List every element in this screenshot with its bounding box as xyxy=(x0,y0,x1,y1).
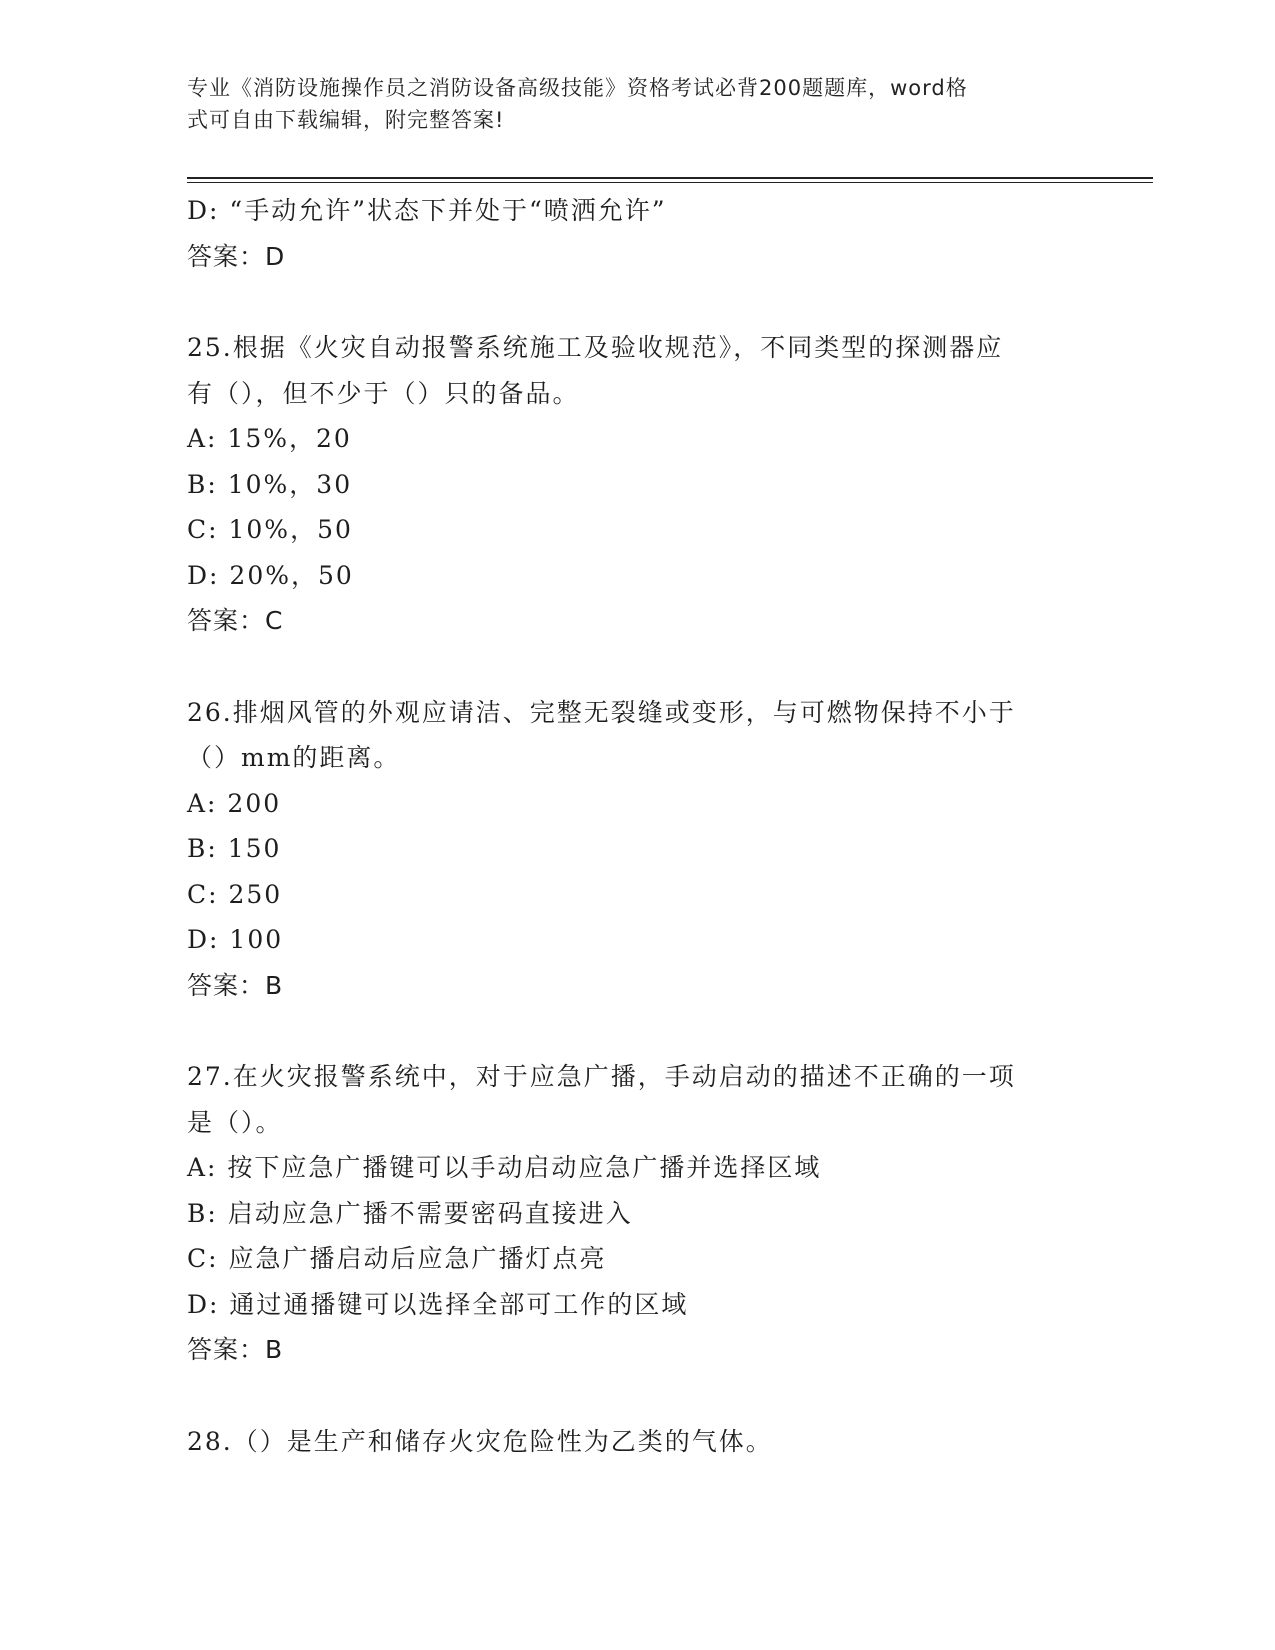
question-stem-line-1: 27.在火灾报警系统中，对于应急广播，手动启动的描述不正确的一项 xyxy=(187,1062,1016,1091)
option-d: D: 100 xyxy=(187,925,284,954)
question-stem-line-1: 28.（）是生产和储存火灾危险性为乙类的气体。 xyxy=(187,1426,773,1456)
spacer xyxy=(187,1008,1087,1054)
option-a: A: 15%，20 xyxy=(187,424,352,453)
header-line-2: 式可自由下载编辑，附完整答案! xyxy=(187,108,505,132)
option-b: B: 10%，30 xyxy=(187,469,353,499)
question-28 xyxy=(187,1419,1087,1465)
document-body xyxy=(187,188,1087,1464)
question-26 xyxy=(187,690,1087,1009)
question-27 xyxy=(187,1054,1087,1373)
option-d: D: 20%，50 xyxy=(187,560,354,590)
option-c: C: 10%，50 xyxy=(187,515,353,544)
answer-line: 答案：B xyxy=(187,970,284,1000)
option-d: D: “手动允许”状态下并处于“喷洒允许” xyxy=(187,196,667,225)
spacer xyxy=(187,1373,1087,1419)
option-b: B: 150 xyxy=(187,834,282,863)
spacer xyxy=(187,279,1087,325)
answer-line: 答案：C xyxy=(187,606,284,635)
option-d: D: 通过通播键可以选择全部可工作的区域 xyxy=(187,1289,689,1319)
question-stem-line-1: 26.排烟风管的外观应请洁、完整无裂缝或变形，与可燃物保持不小于 xyxy=(187,697,1016,727)
option-a: A: 200 xyxy=(187,788,282,818)
option-b: B: 启动应急广播不需要密码直接进入 xyxy=(187,1198,633,1228)
answer-line: 答案：B xyxy=(187,1335,284,1364)
page-header xyxy=(187,72,1067,136)
question-stem-line-2: 是（）。 xyxy=(187,1107,283,1137)
option-a: A: 按下应急广播键可以手动启动应急广播并选择区域 xyxy=(187,1153,822,1182)
answer-line: 答案：D xyxy=(187,241,286,271)
question-stem-line-2: 有（），但不少于（）只的备品。 xyxy=(187,378,580,408)
question-25 xyxy=(187,325,1087,644)
question-stem-line-1: 25.根据《火灾自动报警系统施工及验收规范》，不同类型的探测器应 xyxy=(187,333,1004,362)
header-line-1: 专业《消防设施操作员之消防设备高级技能》资格考试必背200题题库，word格 xyxy=(187,76,968,100)
option-c: C: 应急广播启动后应急广播灯点亮 xyxy=(187,1244,607,1273)
spacer xyxy=(187,644,1087,690)
question-24-tail xyxy=(187,188,1087,279)
header-divider xyxy=(187,177,1153,183)
question-stem-line-2: （）mm的距离。 xyxy=(187,743,401,772)
option-c: C: 250 xyxy=(187,879,283,909)
